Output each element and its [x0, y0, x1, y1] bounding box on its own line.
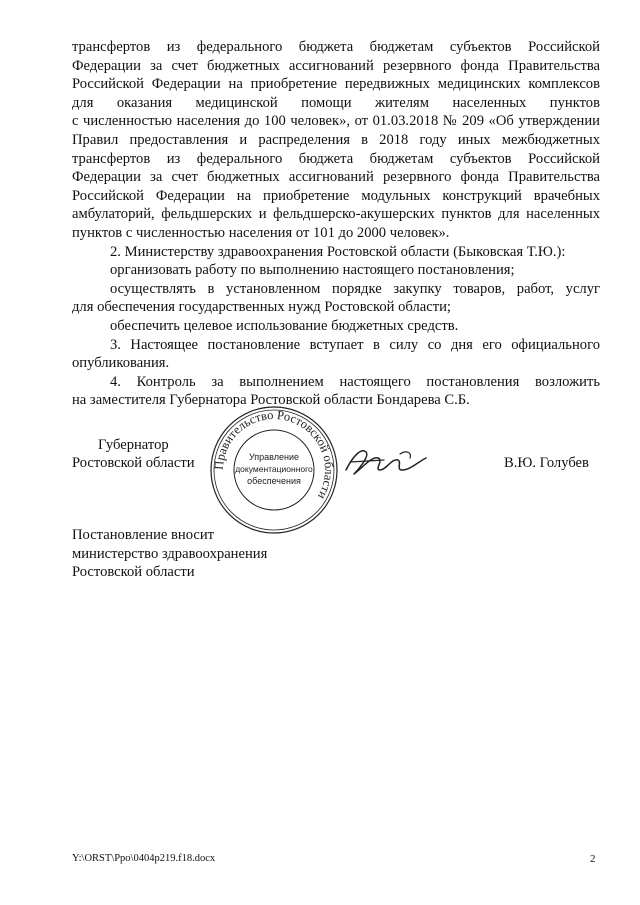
note-line: министерство здравоохранения	[72, 545, 268, 562]
submission-note	[72, 526, 267, 582]
body-line: амбулаторий, фельдшерских и фельдшерско-акушерских пунктов для населенных	[72, 206, 600, 223]
signatory-name: В.Ю. Голубев	[504, 455, 589, 471]
body-line: 4. Контроль за выполнением настоящего постановления возложить	[110, 373, 600, 390]
body-line: организовать работу по выполнению настоящего постановления;	[110, 262, 515, 279]
body-text	[72, 38, 600, 410]
note-line: Ростовской области	[72, 564, 195, 581]
seal-center-line: обеспечения	[247, 476, 301, 486]
body-line: Российской Федерации на приобретение передвижных медицинских комплексов	[72, 76, 600, 93]
note-line: Постановление вносит	[72, 527, 215, 543]
page-number: 2	[590, 853, 596, 865]
seal-ring-text: Правительство Ростовской области	[211, 407, 337, 502]
body-line: Федерации за счет бюджетных ассигнований резервного фонда Правительства	[72, 169, 600, 186]
body-line: 2. Министерству здравоохранения Ростовской области (Быковская Т.Ю.):	[110, 243, 566, 260]
body-line: на заместителя Губернатора Ростовской области Бондарева С.Б.	[72, 392, 470, 409]
seal-center-line: Управление	[248, 452, 300, 462]
body-line: трансфертов из федерального бюджета бюджетам субъектов Российской	[72, 150, 600, 167]
body-line: обеспечить целевое использование бюджетных средств.	[110, 317, 459, 334]
body-line: Федерации за счет бюджетных ассигнований резервного фонда Правительства	[72, 57, 600, 74]
seal-center-line: документационного	[235, 464, 313, 474]
official-seal	[208, 404, 340, 536]
body-line: трансфертов из федерального бюджета бюджетам субъектов Российской	[72, 39, 600, 55]
body-line: с численностью населения до 100 человек», от 01.03.2018 № 209 «Об утверждении	[72, 113, 600, 130]
handwritten-signature	[340, 440, 440, 482]
body-line: пунктов с численностью населения от 101 до 2000 человек».	[72, 224, 450, 241]
signatory-region: Ростовской области	[72, 455, 195, 471]
body-line: 3. Настоящее постановление вступает в силу со дня его официального	[110, 336, 600, 353]
body-line: для оказания медицинской помощи жителям населенных пунктов	[72, 94, 600, 111]
body-line: для обеспечения государственных нужд Ростовской области;	[72, 299, 451, 316]
signatory-title: Губернатор	[98, 437, 169, 453]
body-line: осуществлять в установленном порядке закупку товаров, работ, услуг	[110, 280, 600, 297]
footer-file-path: Y:\ORST\Ppo\0404p219.f18.docx	[72, 853, 216, 864]
body-line: опубликования.	[72, 355, 170, 372]
body-line: Правил предоставления и распределения в 2018 году иных межбюджетных	[72, 131, 600, 148]
body-line: Российской Федерации на приобретение модульных конструкций врачебных	[72, 187, 600, 204]
